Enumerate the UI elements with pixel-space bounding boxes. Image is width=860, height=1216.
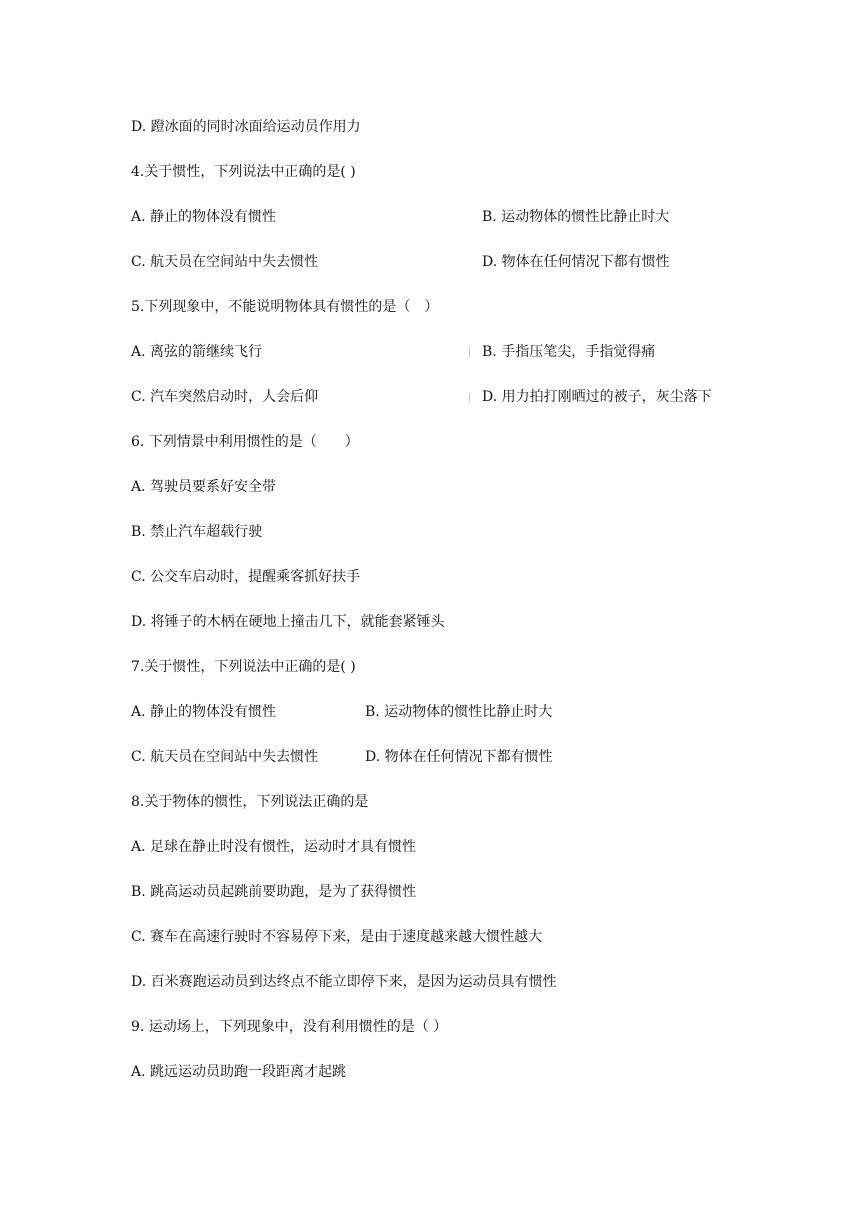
q8-option-a: A. 足球在静止时没有惯性，运动时才具有惯性 xyxy=(131,839,417,855)
q4-option-a: A. 静止的物体没有惯性 xyxy=(131,209,277,225)
q5-option-c: C. 汽车突然启动时，人会后仰 xyxy=(131,389,319,405)
q4-option-d: D. 物体在任何情况下都有惯性 xyxy=(482,254,670,270)
q5-option-d: D. 用力拍打刚晒过的被子，灰尘落下 xyxy=(482,389,712,405)
q9-option-a: A. 跳远运动员助跑一段距离才起跳 xyxy=(131,1064,347,1080)
q3-option-d: D. 蹬冰面的同时冰面给运动员作用力 xyxy=(131,119,361,135)
q8-option-b: B. 跳高运动员起跳前要助跑，是为了获得惯性 xyxy=(131,884,417,900)
q7-option-a: A. 静止的物体没有惯性 xyxy=(131,704,277,720)
q8-option-d: D. 百米赛跑运动员到达终点不能立即停下来，是因为运动员具有惯性 xyxy=(131,974,557,990)
q4-option-c: C. 航天员在空间站中失去惯性 xyxy=(131,254,319,270)
q6-option-d: D. 将锤子的木柄在硬地上撞击几下，就能套紧锤头 xyxy=(131,614,445,630)
column-divider-mark xyxy=(469,393,470,402)
q6-stem: 6. 下列情景中利用惯性的是（ ） xyxy=(131,434,359,450)
q6-option-a: A. 驾驶员要系好安全带 xyxy=(131,479,277,495)
q8-stem: 8.关于物体的惯性，下列说法正确的是 xyxy=(131,794,369,810)
q5-option-b: B. 手指压笔尖，手指觉得痛 xyxy=(482,344,656,360)
q6-option-c: C. 公交车启动时，提醒乘客抓好扶手 xyxy=(131,569,361,585)
q7-option-d: D. 物体在任何情况下都有惯性 xyxy=(365,749,553,765)
column-divider-mark xyxy=(469,348,470,357)
q7-option-b: B. 运动物体的惯性比静止时大 xyxy=(365,704,553,720)
q4-option-b: B. 运动物体的惯性比静止时大 xyxy=(482,209,670,225)
q4-stem: 4.关于惯性，下列说法中正确的是( ) xyxy=(131,164,356,180)
q5-stem: 5.下列现象中，不能说明物体具有惯性的是（ ） xyxy=(131,299,439,315)
q5-option-a: A. 离弦的箭继续飞行 xyxy=(131,344,263,360)
q7-stem: 7.关于惯性，下列说法中正确的是( ) xyxy=(131,659,356,675)
q7-option-c: C. 航天员在空间站中失去惯性 xyxy=(131,749,319,765)
q8-option-c: C. 赛车在高速行驶时不容易停下来，是由于速度越来越大惯性越大 xyxy=(131,929,543,945)
q9-stem: 9. 运动场上，下列现象中，没有利用惯性的是（ ） xyxy=(131,1019,448,1035)
q6-option-b: B. 禁止汽车超载行驶 xyxy=(131,524,263,540)
